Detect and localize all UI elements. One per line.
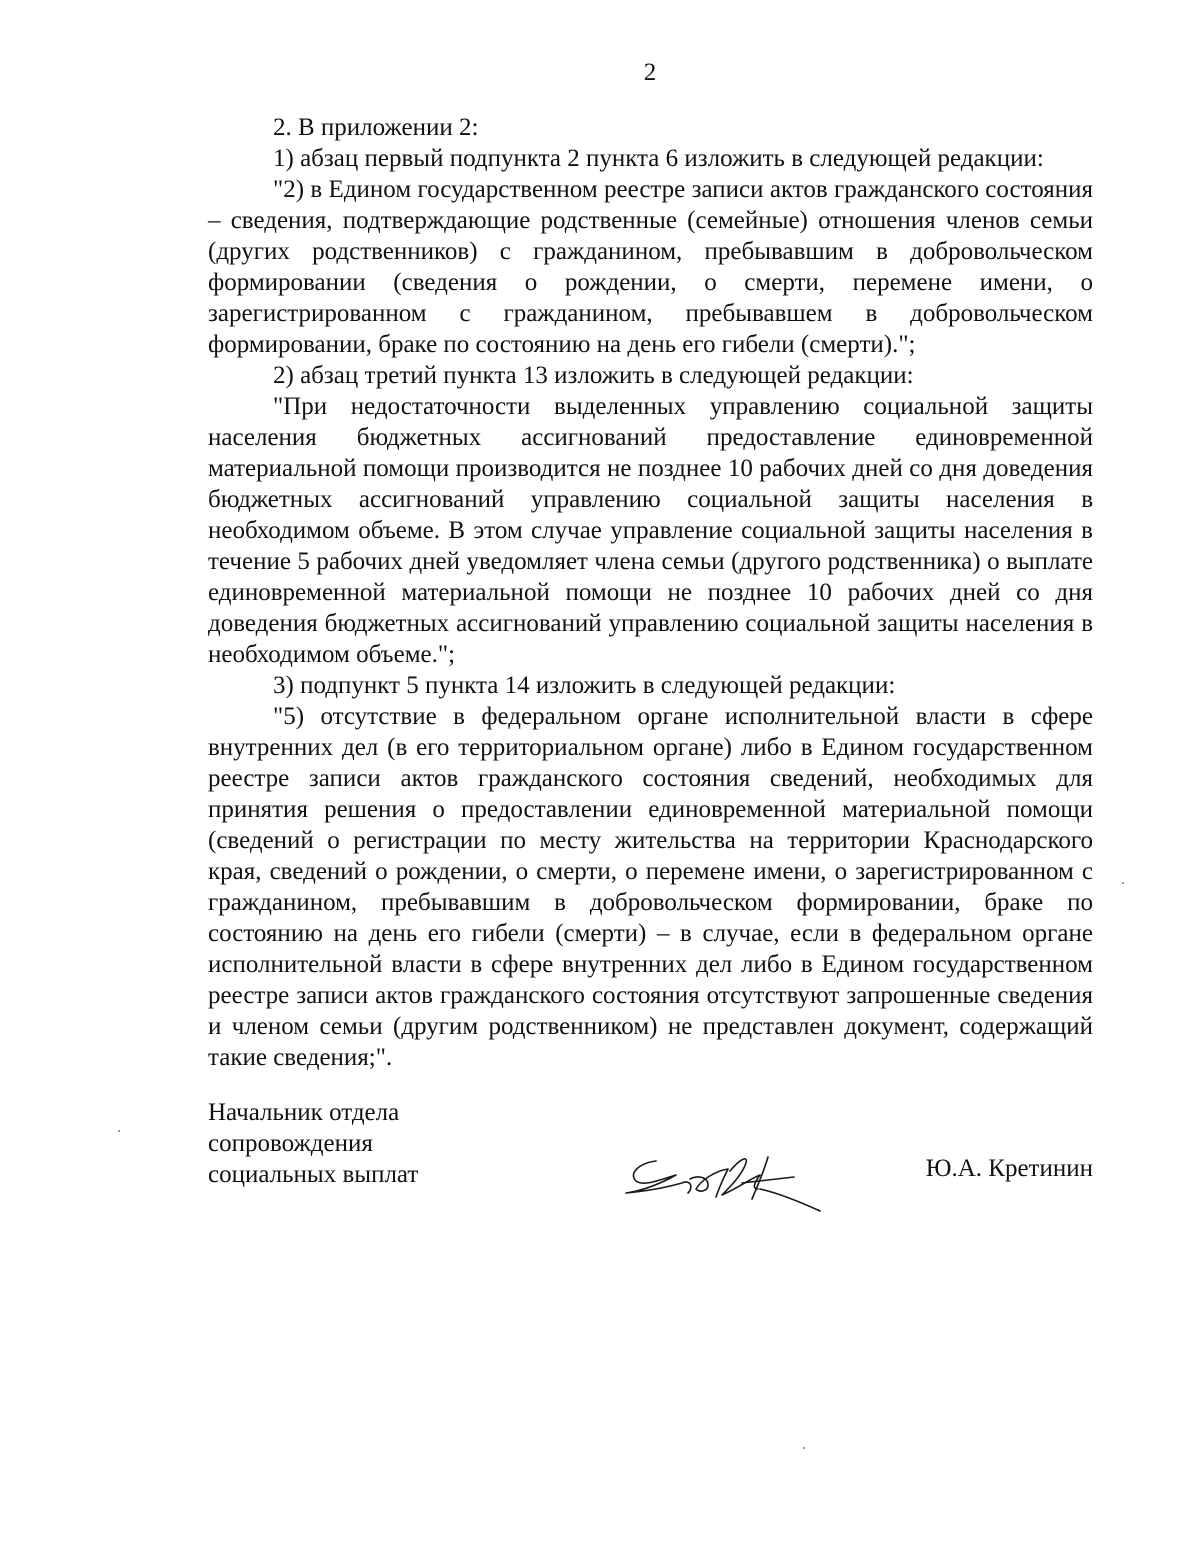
paragraph-item-2-text: "При недостаточности выделенных управлению социальной защиты населения бюджетных ассигнований предоставление единовременной материальной помощи производится не позднее 10 рабочих дней со дня доведения бюджетных ассигнований управлению социальной защиты населения в необходимом объеме. В этом случае управление социальной защиты населения в течение 5 рабочих дней уведомляет члена семьи (другого родственника) о выплате единовременной материальной помощи не позднее 10 рабочих дней со дня доведения бюджетных ассигнований управлению социальной защиты населения в необходимом объеме."; [208,393,1093,668]
paragraph-item-3-text: "5) отсутствие в федеральном органе исполнительной власти в сфере внутренних дел (в его территориальном органе) либо в Едином государственном реестре записи актов гражданского состояния сведений, необходимых для принятия решения о предоставлении единовременной материальной помощи (сведений о регистрации по месту жительства на территории Краснодарского края, сведений о рождении, о смерти, о перемене имени, о зарегистрированном с гражданином, пребывавшим в добровольческом формировании, браке по состоянию на день его гибели (смерти) – в случае, если в федеральном органе исполнительной власти в сфере внутренних дел либо в Едином государственном реестре записи актов гражданского состояния отсутствуют запрошенные сведения и членом семьи (другим родственником) не представлен документ, содержащий такие сведения;". [208,703,1093,1071]
page-number: 2 [643,59,657,86]
signature-block [208,1097,1093,1227]
paragraph-appendix-heading: 2. В приложении 2: [273,114,479,141]
signer-position-line: социальных выплат [208,1161,419,1188]
signer-position [208,1097,418,1190]
paragraph-item-3: 3) подпункт 5 пункта 14 изложить в следующей редакции: [273,672,896,699]
handwritten-signature-icon [618,1149,843,1221]
scan-speck [803,1447,805,1449]
paragraph-item-1: 1) абзац первый подпункта 2 пункта 6 изложить в следующей редакции: [273,145,1044,172]
scan-speck [118,1130,120,1132]
signer-position-line: сопровождения [208,1130,373,1157]
scan-speck [1122,882,1124,884]
document-body [208,112,1093,1073]
paragraph-item-2: 2) абзац третий пункта 13 изложить в следующей редакции: [273,362,914,389]
signer-name: Ю.А. Кретинин [925,1155,1093,1182]
signer-position-line: Начальник отдела [208,1099,400,1126]
paragraph-item-1-text: "2) в Едином государственном реестре записи актов гражданского состояния – сведения, подтверждающие родственные (семейные) отношения членов семьи (других родственников) с гражданином, пребывавшим в добровольческом формировании (сведения о рождении, о смерти, перемене имени, о зарегистрированном с гражданином, пребывавшем в добровольческом формировании, браке по состоянию на день его гибели (смерти)."; [208,176,1093,358]
